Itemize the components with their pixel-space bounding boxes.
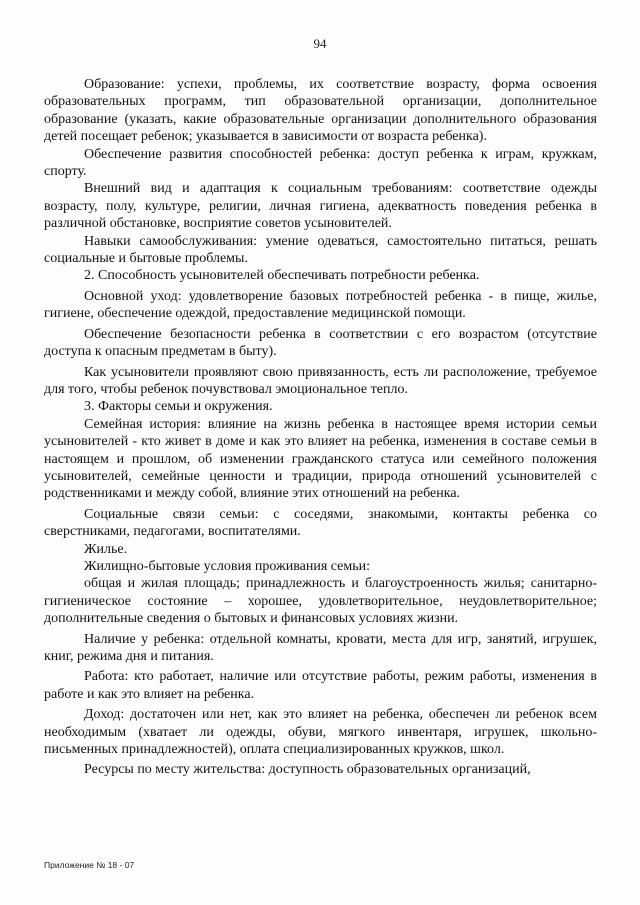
paragraph-abilities-development: Обеспечение развития способностей ребенка: доступ ребенка к играм, кружкам, спорту. xyxy=(44,146,597,180)
paragraph-social-connections: Социальные связи семьи: с соседями, знакомыми, контакты ребенка со сверстниками, педагогами, воспитателями. xyxy=(44,506,597,540)
paragraph-attachment: Как усыновители проявляют свою привязанность, есть ли расположение, требуемое для того, чтобы ребенок почувствовал эмоциональное тепло. xyxy=(44,364,597,397)
document-body xyxy=(44,76,597,779)
paragraph-child-room: Наличие у ребенка: отдельной комнаты, кровати, места для игр, занятий, игрушек, книг, режима дня и питания. xyxy=(44,631,597,664)
page-number: 94 xyxy=(313,36,327,51)
paragraph-income: Доход: достаточен или нет, как это влияет на ребенка, обеспечен ли ребенок всем необходимым (хватает ли одежды, обуви, мягкого инвентаря, игрушек, школьно-письменных принадлежностей), оплата специализированных кружков, школ. xyxy=(44,707,597,758)
paragraph-local-resources: Ресурсы по месту жительства: доступность образовательных организаций, xyxy=(84,762,531,778)
paragraph-self-care-skills: Навыки самообслуживания: умение одеваться, самостоятельно питаться, решать социальные и бытовые проблемы. xyxy=(44,233,597,267)
paragraph-basic-care: Основной уход: удовлетворение базовых потребностей ребенка - в пище, жилье, гигиене, обеспечение одеждой, предоставление медицинской помощи. xyxy=(44,288,597,322)
paragraph-living-space: общая и жилая площадь; принадлежность и благоустроенность жилья; санитарно-гигиеническое состояние – хорошее, удовлетворительное, неудовлетворительное; дополнительные сведения о бытовых и финансовых условиях жизни. xyxy=(44,576,597,627)
section-heading-3: 3. Факторы семьи и окружения. xyxy=(84,399,273,415)
paragraph-housing: Жилье. xyxy=(84,541,128,557)
paragraph-work: Работа: кто работает, наличие или отсутствие работы, режим работы, изменения в работе и как это влияет на ребенка. xyxy=(44,669,597,702)
paragraph-family-history: Семейная история: влияние на жизнь ребенка в настоящее время истории семьи усыновителей - кто живет в доме и как это влияет на ребенка, изменения в составе семьи в настоящем и прошлом, об изменении гражданского статуса или семейного положения усыновителей, семейные ценности и традиции, природа отношений усыновителей с родственниками и между собой, влияние этих отношений на ребенка. xyxy=(44,416,597,502)
paragraph-appearance-adaptation: Внешний вид и адаптация к социальным требованиям: соответствие одежды возрасту, полу, культуре, религии, личная гигиена, адекватность поведения ребенка в различной обстановке, восприятие советов усыновителей. xyxy=(44,181,597,232)
footer-attachment-label: Приложение № 18 - 07 xyxy=(44,860,135,870)
paragraph-living-conditions: Жилищно-бытовые условия проживания семьи: xyxy=(84,558,370,574)
paragraph-education: Образование: успехи, проблемы, их соответствие возрасту, форма освоения образовательных программ, тип образовательной организации, дополнительное образование (указать, какие образовательные организации дополнительного образования детей посещает ребенок; указывается в зависимости от возраста ребенка). xyxy=(44,77,597,145)
paragraph-safety: Обеспечение безопасности ребенка в соответствии с его возрастом (отсутствие доступа к опасным предметам в быту). xyxy=(44,326,597,360)
section-heading-2: 2. Способность усыновителей обеспечивать потребности ребенка. xyxy=(84,268,480,284)
